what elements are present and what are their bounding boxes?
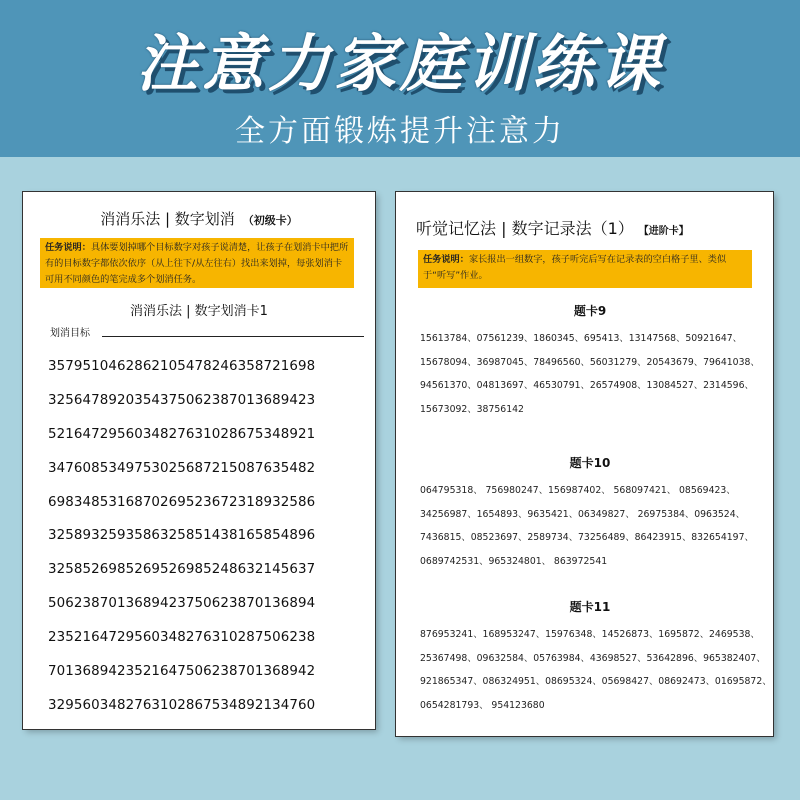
digit-line: 2352164729560348276310287506238 [48, 630, 316, 646]
left-card-title-text: 消消乐法 | 数字划消 [100, 210, 235, 228]
number-line: 25367498、09632584、05763984、43698527、53642896、965382407、 [420, 652, 766, 664]
left-card-level: （初级卡） [242, 214, 298, 227]
left-card-subhead: 消消乐法 | 数字划消卡1 [130, 304, 268, 319]
digit-line: 7013689423521647506238701368942 [48, 664, 316, 680]
number-line: 921865347、086324951、08695324、05698427、08692473、01695872、 [420, 676, 772, 688]
right-note-lead: 任务说明： [423, 254, 469, 265]
digit-line: 5216472956034827631028675348921 [48, 426, 316, 442]
digit-line: 3476085349753025687215087635482 [48, 460, 316, 476]
left-worksheet-card [23, 192, 375, 729]
left-note-text: 具体要划掉哪个目标数字对孩子说清楚，让孩子在划消卡中把所有的目标数字都依次依序（从上往下/从左往右）找出来划掉，每张划消卡可用不同颜色的笔完成多个划消任务。 [45, 242, 349, 285]
right-card-title-text: 听觉记忆法 | 数字记录法（1） [416, 219, 634, 238]
question-card-11 [420, 598, 772, 717]
section-title: 题卡10 [569, 456, 611, 470]
section-body [420, 623, 772, 717]
number-line: 064795318、 756980247、156987402、 568097421、 08569423、 [420, 485, 736, 496]
number-line: 0689742531、965324801、 863972541 [420, 555, 608, 567]
section-body [420, 327, 760, 421]
digit-line: 3258526985269526985248632145637 [48, 562, 316, 578]
digit-line: 5062387013689423750623870136894 [48, 596, 316, 612]
target-answer-line [102, 336, 364, 337]
question-card-9 [420, 302, 760, 421]
right-task-note [418, 250, 752, 288]
digit-line: 3579510462862105478246358721698 [48, 359, 316, 374]
number-line: 15673092、38756142 [420, 403, 524, 415]
digit-line: 3256478920354375062387013689423 [48, 392, 316, 408]
right-note-text: 家长报出一组数字，孩子听完后写在记录表的空白格子里、类似于“听写”作业。 [423, 254, 727, 281]
number-line: 0654281793、 954123680 [420, 699, 545, 711]
number-line: 15613784、07561239、1860345、695413、13147568、50921647、 [420, 333, 742, 344]
section-body [420, 479, 760, 573]
right-worksheet-card [396, 192, 773, 736]
number-line: 876953241、168953247、15976348、14526873、1695872、2469538、 [420, 629, 760, 640]
number-line: 34256987、1654893、9635421、06349827、 26975384、0963524、 [420, 508, 745, 520]
number-line: 94561370、04813697、46530791、26574908、13084527、2314596、 [420, 380, 754, 392]
digit-lines [48, 350, 368, 723]
digit-line: 3295603482763102867534892134760 [48, 697, 316, 713]
left-card-title [23, 208, 375, 229]
section-title: 题卡11 [569, 600, 611, 614]
number-line: 7436815、08523697、2589734、73256489、86423915、832654197、 [420, 532, 754, 544]
banner-title: 注意力家庭训练课 [135, 27, 664, 100]
right-card-level: 【进阶卡】 [643, 226, 689, 237]
question-card-10 [420, 454, 760, 573]
digit-line: 6983485316870269523672318932586 [48, 494, 316, 510]
digit-line: 3258932593586325851438165854896 [48, 528, 316, 544]
target-label: 划消目标 [50, 328, 90, 339]
left-note-lead: 任务说明： [45, 242, 91, 253]
target-row [50, 324, 340, 338]
section-title: 题卡9 [573, 304, 607, 318]
number-line: 15678094、36987045、78496560、56031279、20543679、79641038、 [420, 356, 760, 368]
banner-subtitle: 全方面锻炼提升注意力 [235, 114, 565, 149]
left-task-note [40, 238, 354, 288]
right-card-title [416, 216, 756, 239]
